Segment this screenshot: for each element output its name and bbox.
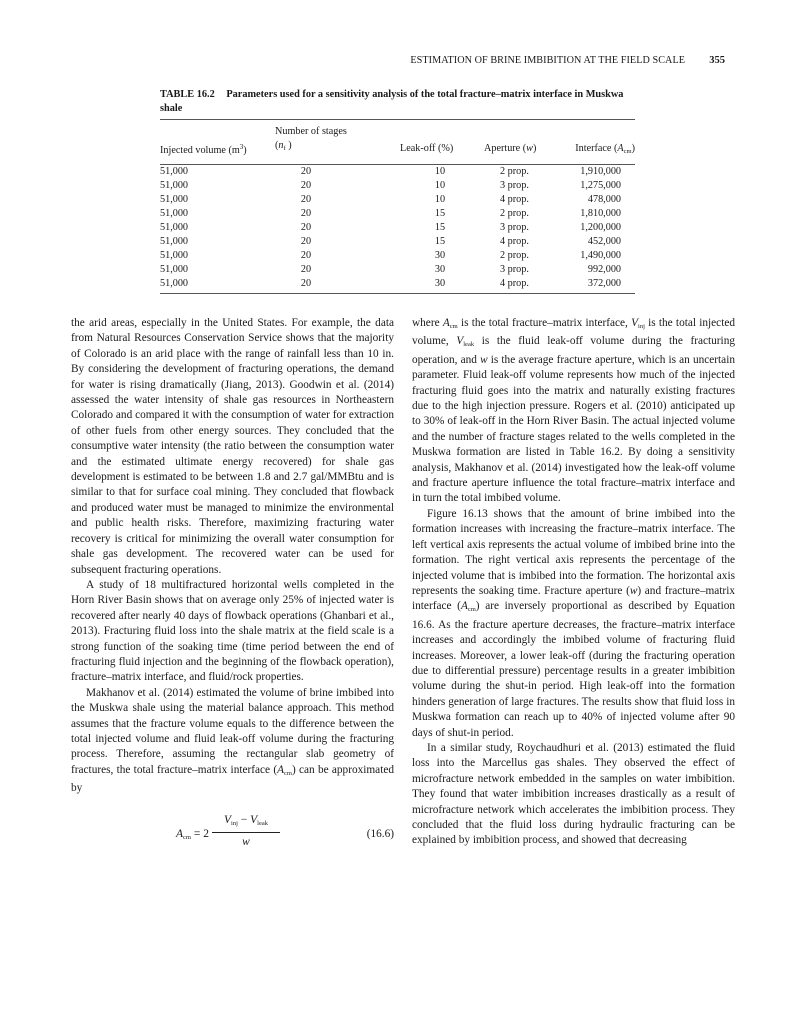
header-leak-off: Leak-off (%) (400, 143, 454, 154)
paragraph: In a similar study, Roychaudhuri et al. (2013) estimated the fluid loss into the Marcellus gas shales. They observed the effect of microfracture network embedded in the samples on water imbibition. They found that water imbibition increases drastically as a result of microfracture network which accelerates the imbibition process. They concluded that the fluid loss during hydraulic fracturing can be explained by imbibition process, and showed that decreasing (412, 741, 735, 847)
paragraph: Figure 16.13 shows that the amount of brine imbibed into the formation increases with increasing the fracture–matrix interface. The left vertical axis represents the actual volume of imbibed brine into the formation. The right vertical axis represents the percentage of the injected volume that is imbibed into the formation. The horizontal axis represents the soaking time. Fracture aperture (w) and fracture–matrix interface $(A_{cm})$ are inversely proportional as described by Equation 16.6. As the fracture aperture decreases, the fracture–matrix interface increases and accordingly the imbibed volume of fracturing fluid increases. Moreover, a lower leak-off (during the fracturing operation due to differential pressure) percentage results in a greater imbibition volume during the shut-in period. High leak-off into the formation hinders generation of large fractures. The results show that fluid loss in Muskwa formation can reach up to 40% of injected volume after 90 days of shut-in period. (412, 507, 736, 739)
left-column (71, 316, 394, 865)
table-bottom-rule (160, 293, 635, 294)
table-row: 51,000 20 10 3 prop. 1,275,000 (160, 180, 621, 191)
header-injected-volume: Injected volume $(m^3)$ (160, 143, 247, 156)
table-row: 51,000 20 15 2 prop. 1,810,000 (160, 208, 621, 219)
header-interface: Interface $(A_{cm})$ (575, 143, 635, 155)
paragraph: A study of 18 multifractured horizontal wells completed in the Horn River Basin shows that on average only 25% of injected water is recovered after nearly 40 days of flowback operations (Ghanbari et al., 2013). Fracturing fluid loss into the shale matrix at the field scale is a strong function of the soaking time (time period between the end of fracturing fluid injection and the beginning of the flowback operation), fracture–matrix interface, and fluid/rock properties. (71, 578, 394, 684)
table-row: 51,000 20 10 4 prop. 478,000 (160, 194, 621, 205)
table-label: TABLE 16.2 (160, 89, 215, 100)
paragraph: Makhanov et al. (2014) estimated the volume of brine imbibed into the Muskwa shale using the material balance approach. This method assumes that the fracture volume equals to the difference between the total injected volume and fluid leak-off volume during the fracturing process. Therefore, assuming the rectangular slab geometry of fractures, the total fracture–matrix interface $(A_{cm})$ can be approximated by (71, 686, 395, 795)
right-column (412, 316, 735, 849)
table-row: 51,000 20 15 3 prop. 1,200,000 (160, 222, 621, 233)
equation-16-6: $A_{cm} = 2$ $V_{inj} - V_{leak}$ w (16.6) (71, 807, 394, 865)
paragraph: the arid areas, especially in the United States. For example, the data from Natural Resources Conservation Service shows that the majority of Colorado is an arid place with the range of rainfall less than 10 in. By considering the development of fracturing operations, the demand for water is rising dramatically (Jiang, 2013). Goodwin et al. (2014) assessed the water intensity of shale gas resources in Northeastern Colorado and compared it with the consumption of water for extraction of other fuels from other energy sources. They concluded that the consumptive water intensity (the ratio between the consumption water and the estimated ultimate energy recovered) for shale gas development is estimated to be between 1.8 and 2.7 gal/MMBtu and is similar to that for surface coal mining. They concluded that flowback and produced water must be managed to minimize the environmental and public health risks. Therefore, maximizing fracturing water recovery is critical for minimizing the overall water consumption for shale gas development. The recovered water can be used for subsequent fracturing operations. (71, 317, 394, 576)
equation-fraction: $V_{inj} - V_{leak}$ w (212, 813, 280, 851)
table-row: 51,000 20 15 4 prop. 452,000 (160, 236, 621, 247)
table-row: 51,000 20 10 2 prop. 1,910,000 (160, 166, 621, 177)
header-number-of-stages: Number of stages ($n_f$ ) (275, 126, 347, 152)
page-number: 355 (709, 55, 725, 66)
paragraph: where $A_{cm}$ is the total fracture–matrix interface, $V_{inj}$ is the total injected volume, $V_{leak}$ is the fluid leak-off volume during the fracturing operation, and w is the average fracture aperture, which is an uncertain parameter. Fluid leak-off volume represents how much of the injected fracturing fluid goes into the matrix and naturally existing fractures due to the high injection pressure. Rogers et al. (2010) anticipated up to 30% of leak-off in the Horn River Basin. The actual injected volume and the number of fracture stages related to the wells completed in the Muskwa formation are listed in Table 16.2. By doing a sensitivity analysis, Makhanov et al. (2014) investigated how the leak-off volume and fracture aperture influence the total fracture–matrix interface and in turn the total imbibed volume. (412, 317, 735, 505)
table-row: 51,000 20 30 2 prop. 1,490,000 (160, 250, 621, 261)
table-row: 51,000 20 30 4 prop. 372,000 (160, 278, 621, 289)
table-header-rule (160, 164, 635, 165)
table-top-rule (160, 119, 635, 120)
table-caption-text: Parameters used for a sensitivity analysis of the total fracture–matrix interface in Muskwa shale (160, 89, 624, 114)
table-caption (160, 88, 640, 116)
header-aperture: Aperture (w) (484, 143, 537, 154)
table-body (160, 166, 635, 292)
equation-number: (16.6) (366, 827, 394, 840)
table-header (160, 122, 635, 164)
running-head (150, 55, 725, 69)
running-head-title: ESTIMATION OF BRINE IMBIBITION AT THE FIELD SCALE (410, 55, 685, 66)
table-row: 51,000 20 30 3 prop. 992,000 (160, 264, 621, 275)
